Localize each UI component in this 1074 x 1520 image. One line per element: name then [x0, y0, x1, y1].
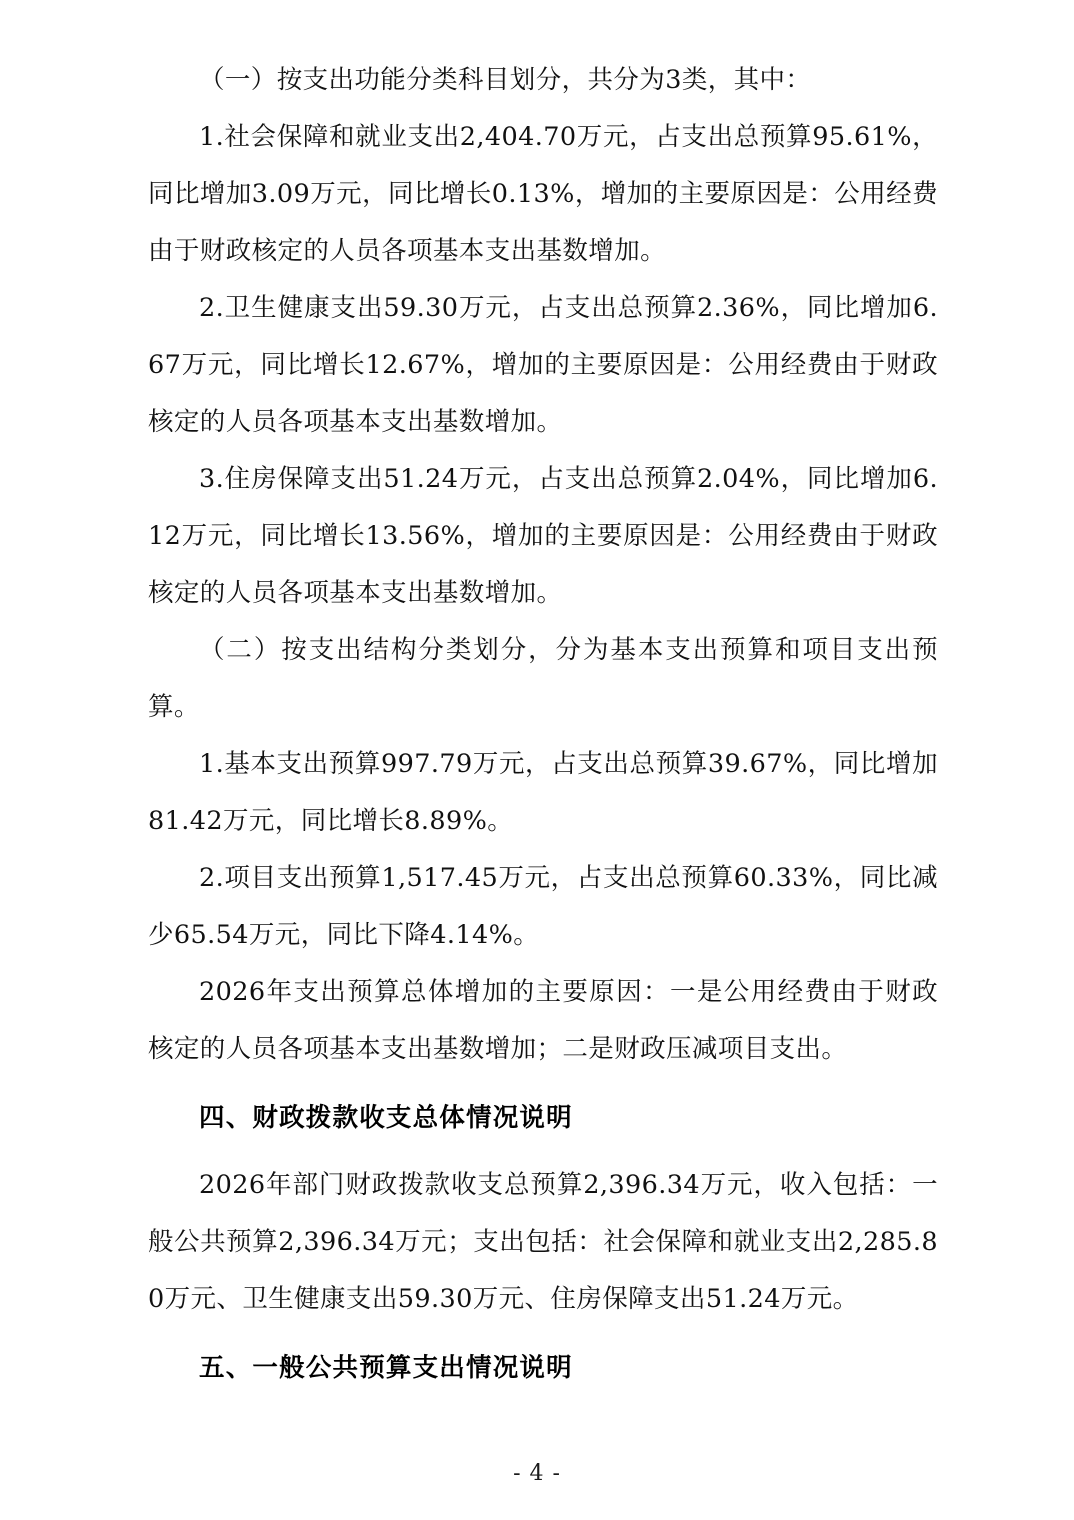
paragraph-expenditure-function-intro: （一）按支出功能分类科目划分，共分为3类，其中：: [199, 65, 812, 95]
paragraph-housing-security-expenditure: 3.住房保障支出51.24万元，占支出总预算2.04%，同比增加6.12万元，同比增长13.56%，增加的主要原因是：公用经费由于财政核定的人员各项基本支出基数增加。: [148, 464, 938, 608]
spacer: [148, 1328, 938, 1340]
document-body: [148, 52, 938, 1397]
paragraph-expenditure-structure-intro: （二）按支出结构分类划分，分为基本支出预算和项目支出预算。: [148, 635, 938, 722]
paragraph-project-expenditure-budget: 2.项目支出预算1,517.45万元，占支出总预算60.33%，同比减少65.54万元，同比下降4.14%。: [148, 863, 938, 950]
paragraph-total-increase-reason: 2026年支出预算总体增加的主要原因：一是公用经费由于财政核定的人员各项基本支出基数增加；二是财政压减项目支出。: [148, 977, 938, 1064]
spacer: [148, 1078, 938, 1090]
heading-general-public-budget-expenditure: 五、一般公共预算支出情况说明: [199, 1353, 573, 1383]
spacer: [148, 1147, 938, 1157]
paragraph-social-security-employment: 1.社会保障和就业支出2,404.70万元，占支出总预算95.61%，同比增加3.09万元，同比增长0.13%，增加的主要原因是：公用经费由于财政核定的人员各项基本支出基数增加。: [148, 122, 938, 266]
paragraph-health-expenditure: 2.卫生健康支出59.30万元，占支出总预算2.36%，同比增加6.67万元，同比增长12.67%，增加的主要原因是：公用经费由于财政核定的人员各项基本支出基数增加。: [148, 293, 938, 437]
paragraph-fiscal-appropriation-detail: 2026年部门财政拨款收支总预算2,396.34万元，收入包括：一般公共预算2,396.34万元；支出包括：社会保障和就业支出2,285.80万元、卫生健康支出59.30万元、住房保障支出51.24万元。: [148, 1170, 938, 1314]
paragraph-basic-expenditure-budget: 1.基本支出预算997.79万元，占支出总预算39.67%，同比增加81.42万元，同比增长8.89%。: [148, 749, 938, 836]
page-number: - 4 -: [513, 1461, 561, 1486]
heading-fiscal-appropriation-overview: 四、财政拨款收支总体情况说明: [199, 1103, 573, 1133]
